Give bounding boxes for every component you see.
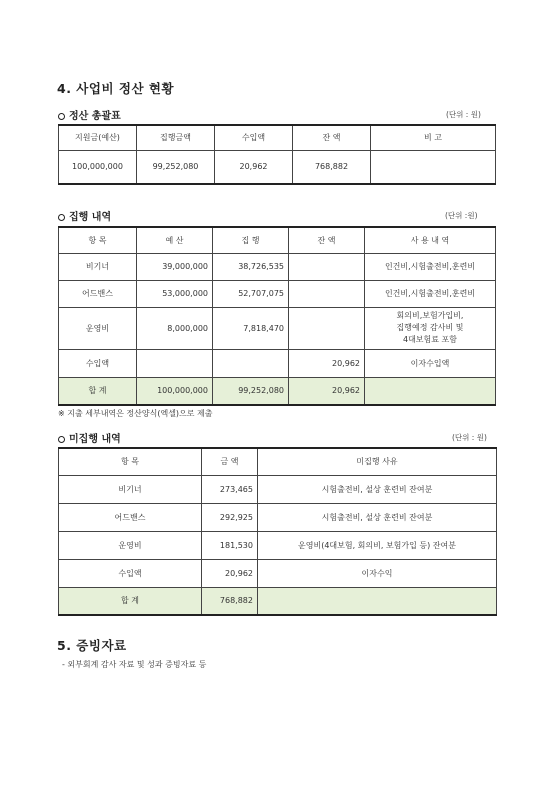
- summary-heading: [58, 107, 121, 122]
- summary-header-budget: 지원금(예산): [59, 125, 137, 150]
- summary-cell: [371, 150, 496, 184]
- circle-bullet-icon: [58, 436, 65, 443]
- execution-cell: 53,000,000: [137, 280, 213, 307]
- unexecuted-unit: (단위 : 원): [452, 433, 487, 442]
- execution-table: [58, 226, 496, 406]
- table-row: [59, 531, 497, 559]
- summary-cell: 768,882: [293, 150, 371, 184]
- total-row: [59, 377, 496, 405]
- unexecuted-total-cell: 합 계: [59, 587, 202, 615]
- circle-bullet-icon: [58, 214, 65, 221]
- section-5-title: 5. 증빙자료: [57, 638, 127, 653]
- summary-cell: 20,962: [215, 150, 293, 184]
- execution-cell: 인건비,시험출전비,훈련비: [365, 280, 496, 307]
- unexecuted-table: [58, 447, 497, 616]
- execution-total-cell: 20,962: [289, 377, 365, 405]
- execution-cell: [289, 280, 365, 307]
- execution-cell: 7,818,470: [213, 307, 289, 349]
- unexecuted-cell: 수입액: [59, 559, 202, 587]
- execution-cell: 8,000,000: [137, 307, 213, 349]
- summary-header-balance: 잔 액: [293, 125, 371, 150]
- unexecuted-title: 미집행 내역: [69, 434, 121, 445]
- unexecuted-total-cell: [258, 587, 497, 615]
- summary-title: 정산 총괄표: [69, 111, 121, 122]
- execution-title: 집행 내역: [69, 212, 112, 223]
- section-4-title: 4. 사업비 정산 현황: [57, 81, 175, 96]
- execution-header-balance: 잔 액: [289, 227, 365, 253]
- table-row: [59, 253, 496, 280]
- execution-cell: [289, 307, 365, 349]
- execution-total-cell: 99,252,080: [213, 377, 289, 405]
- execution-cell: 운영비: [59, 307, 137, 349]
- execution-header-usage: 사 용 내 역: [365, 227, 496, 253]
- execution-cell: 비기너: [59, 253, 137, 280]
- unexecuted-header-reason: 미집행 사유: [258, 448, 497, 475]
- execution-header-item: 항 목: [59, 227, 137, 253]
- unexecuted-heading: [58, 430, 121, 445]
- summary-cell: 100,000,000: [59, 150, 137, 184]
- execution-total-cell: 합 계: [59, 377, 137, 405]
- total-row: [59, 587, 497, 615]
- section-5-item: - 외부회계 감사 자료 및 성과 증빙자료 등: [62, 660, 207, 669]
- execution-cell: [137, 349, 213, 377]
- table-row: [59, 475, 497, 503]
- unexecuted-cell: 비기너: [59, 475, 202, 503]
- table-row: [59, 559, 497, 587]
- unexecuted-cell: 이자수익: [258, 559, 497, 587]
- execution-header-budget: 예 산: [137, 227, 213, 253]
- summary-header-remarks: 비 고: [371, 125, 496, 150]
- table-row: [59, 349, 496, 377]
- unexecuted-cell: 시험출전비, 설상 훈련비 잔여분: [258, 503, 497, 531]
- summary-header-executed: 집행금액: [137, 125, 215, 150]
- unexecuted-cell: 273,465: [202, 475, 258, 503]
- execution-unit: (단위 :원): [445, 211, 478, 220]
- unexecuted-cell: 292,925: [202, 503, 258, 531]
- unexecuted-cell: 181,530: [202, 531, 258, 559]
- unexecuted-header-item: 항 목: [59, 448, 202, 475]
- table-row: [59, 280, 496, 307]
- execution-cell: 52,707,075: [213, 280, 289, 307]
- summary-header-income: 수입액: [215, 125, 293, 150]
- execution-cell: 어드밴스: [59, 280, 137, 307]
- unexecuted-total-cell: 768,882: [202, 587, 258, 615]
- summary-table: [58, 124, 496, 185]
- summary-unit: (단위 : 원): [446, 110, 481, 119]
- execution-cell: 20,962: [289, 349, 365, 377]
- execution-cell: 39,000,000: [137, 253, 213, 280]
- execution-heading: [58, 208, 111, 223]
- execution-total-cell: 100,000,000: [137, 377, 213, 405]
- execution-cell: 인건비,시험출전비,훈련비: [365, 253, 496, 280]
- unexecuted-cell: 운영비(4대보험, 회의비, 보험가입 등) 잔여분: [258, 531, 497, 559]
- unexecuted-cell: 운영비: [59, 531, 202, 559]
- unexecuted-cell: 시험출전비, 설상 훈련비 잔여분: [258, 475, 497, 503]
- execution-cell: 이자수입액: [365, 349, 496, 377]
- execution-cell: 수입액: [59, 349, 137, 377]
- execution-cell: [289, 253, 365, 280]
- table-row: [59, 503, 497, 531]
- unexecuted-cell: 20,962: [202, 559, 258, 587]
- execution-cell: 38,726,535: [213, 253, 289, 280]
- execution-total-cell: [365, 377, 496, 405]
- execution-header-executed: 집 행: [213, 227, 289, 253]
- execution-cell: 회의비,보험가입비, 집행예정 감사비 및 4대보험료 포함: [365, 307, 496, 349]
- table-row: [59, 150, 496, 184]
- table-row: [59, 307, 496, 349]
- execution-note: ※ 지출 세부내역은 정산양식(엑셀)으로 제출: [58, 409, 213, 418]
- unexecuted-cell: 어드밴스: [59, 503, 202, 531]
- summary-cell: 99,252,080: [137, 150, 215, 184]
- unexecuted-header-amount: 금 액: [202, 448, 258, 475]
- circle-bullet-icon: [58, 113, 65, 120]
- execution-cell: [213, 349, 289, 377]
